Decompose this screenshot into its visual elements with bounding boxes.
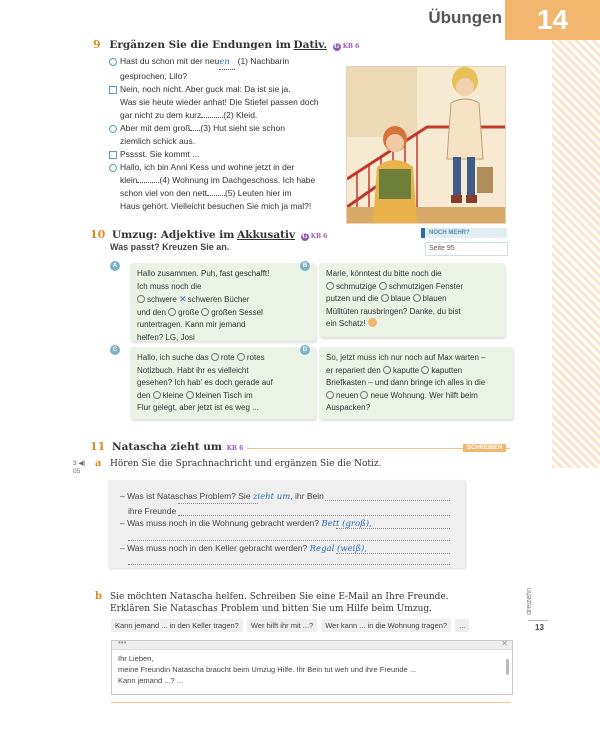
checkbox[interactable] [201,308,209,316]
staircase-illustration [346,66,506,224]
dialogue-line: Hallo, ich bin Anni Kess und wohne jetzt in der [120,161,335,174]
page-number: 13 [535,623,544,632]
blank [207,195,225,196]
chapter-number: 14 [505,0,600,40]
exercise-title: Natascha zieht um [112,441,222,453]
card-tag-c: C [110,345,120,355]
card-d: So, jetzt muss ich nur noch auf Max warten – er repariert den kaputte kaputten Briefkasten – und dann bringe ich alles in die neuen neue Wohnung. Wer hilft beim Auspacken? [319,347,513,419]
page-rule [528,620,548,621]
checkbox[interactable] [381,294,389,302]
page-word: dreizehn [526,588,533,615]
emoji-icon [368,318,377,327]
dialogue-line: Aber mit dem groß (3) Hut sieht sie schon [120,122,335,135]
kb-ref: KB 6 [226,445,244,452]
answer-fill: zieht um [252,492,291,502]
dialogue-line: Psssst. Sie kommt ... [120,148,335,161]
speaker-icon: ◀) [78,460,86,467]
exercise-title: Umzug: Adjektive im [112,229,235,241]
part-a-label: a [95,458,102,469]
grammar-badge: G [302,233,308,240]
blank [190,130,200,131]
exercise-9-heading [93,38,359,51]
card-tag-d: D [300,345,310,355]
part-a-instruction: Hören Sie die Sprachnachricht und ergänzen Sie die Notiz. [110,459,382,469]
dialogue-line: Nein, noch nicht. Aber guck mal: Da ist sie ja. [120,83,335,96]
answer-fill: Bett (groß), [321,519,372,529]
phrase-chip: Wer hilft ihr mit ...? [247,619,317,632]
note-q2: – Was muss noch in die Wohnung gebracht werden? Bett (groß), [120,518,372,529]
answer-fill: Regal (weiß), [309,544,368,554]
section-title: Übungen [428,8,502,27]
card-c: Hallo, ich suche das rote rotes Notizbuch. Habt ihr es vielleicht gesehen? Ich hab' es doch gerade auf den kleine kleinen Tisch im Flur gelegt, aber jetzt ist es weg ... [130,347,316,419]
phrase-chip: ... [455,619,469,632]
email-body[interactable]: Ihr Lieben, meine Freundin Natascha braucht beim Umzug Hilfe. Ihr Bein tut weh und ihre Freunde ... Kann jemand ...? ... [118,654,417,685]
exercise-number: 9 [93,38,101,51]
exercise-number: 11 [90,440,106,453]
checkbox[interactable] [360,391,368,399]
card-tag-a: A [110,261,120,271]
kb-ref: KB 6 [310,233,328,240]
checkbox[interactable] [413,294,421,302]
decorative-stripe [552,40,600,468]
note-box [108,480,465,568]
grammar-badge: G [334,43,340,50]
email-window [111,640,513,695]
dialogue-line: klein (4) Wohnung im Dachgeschoss. Ich habe [120,175,316,185]
checked-mark[interactable]: ✕ [179,294,187,304]
phrase-chip: Kann jemand ... in den Keller tragen? [111,619,243,632]
checkbox[interactable] [168,308,176,316]
scrollbar[interactable] [506,659,509,675]
dialogue-line: ziemlich schick aus. [120,136,196,146]
checkbox[interactable] [383,366,391,374]
card-b: Marie, könntest du bitte noch die schmutzige schmutzigen Fenster putzen und die blaue blauen Mülltüten rausbringen? Danke, du bist ein Schatz! [319,263,505,337]
ex10-instruction: Was passt? Kreuzen Sie an. [110,242,230,252]
phrase-chips [111,619,473,632]
checkbox[interactable] [326,282,334,290]
checkbox[interactable] [186,391,194,399]
exercise-10-heading [90,228,327,241]
note-q1-cont: ihre Freunde [128,506,177,516]
checkbox[interactable] [153,391,161,399]
exercise-title-em: Dativ. [293,39,327,51]
seite-ref: Seite 95 [425,242,508,256]
checkbox[interactable] [326,391,334,399]
phrase-chip: Wer kann ... in die Wohnung tragen? [321,619,451,632]
note-q3: – Was muss noch in den Keller gebracht werden? Regal (weiß), [120,543,368,554]
dialogue-line: schon viel von den nett (5) Leuten hier im [120,188,292,198]
noch-mehr-label[interactable]: NOCH MEHR? [425,228,507,238]
exercise-11-heading [90,440,247,453]
exercise-number: 10 [90,228,106,241]
exercise-title-em: Akkusativ [237,229,296,241]
dialogue-ex9 [120,55,335,213]
blank [201,117,223,118]
blank [137,182,159,183]
bottom-rule [111,702,511,703]
kb-ref: KB 6 [342,43,360,50]
close-icon[interactable]: ✕ [501,639,508,648]
note-q1: – Was ist Nataschas Problem? Sie zieht um, ihr Bein [120,491,324,502]
card-a: Hallo zusammen. Puh, fast geschafft! Ich muss noch die schwere ✕schweren Bücher und den große großen Sessel runtertragen. Kann mir jemand helfen? LG, Josi [130,263,316,341]
dialogue-line: Was sie heute wieder anhat! Die Stiefel passen doch [120,97,319,107]
answer-fill: en [219,56,235,70]
email-titlebar [112,638,512,650]
exercise-title: Ergänzen Sie die Endungen im [109,39,291,51]
part-b-label: b [95,591,102,602]
window-dots-icon: ••• [118,638,127,647]
part-b-instruction: Sie möchten Natascha helfen. Schreiben Sie eine E-Mail an Ihre Freunde. Erklären Sie Nataschas Problem und bitten Sie um Hilfe beim Umzug. [110,592,449,614]
dialogue-line: gesprochen, Lilo? [120,71,188,81]
checkbox[interactable] [421,366,429,374]
dialogue-line: gar nicht zu dem kurz (2) Kleid. [120,110,258,120]
dialogue-line: Hast du schon mit der neuen (1) Nachbarin [120,55,335,70]
dialogue-line: Haus gehört. Vielleicht besuchen Sie mich ja mal?! [120,201,312,211]
checkbox[interactable] [211,353,219,361]
schreiben-label: SCHREIBEN [463,444,506,452]
checkbox[interactable] [379,282,387,290]
checkbox[interactable] [137,295,145,303]
audio-track[interactable]: 3 ◀) 05 [73,460,86,475]
checkbox[interactable] [237,353,245,361]
card-tag-b: B [300,261,310,271]
